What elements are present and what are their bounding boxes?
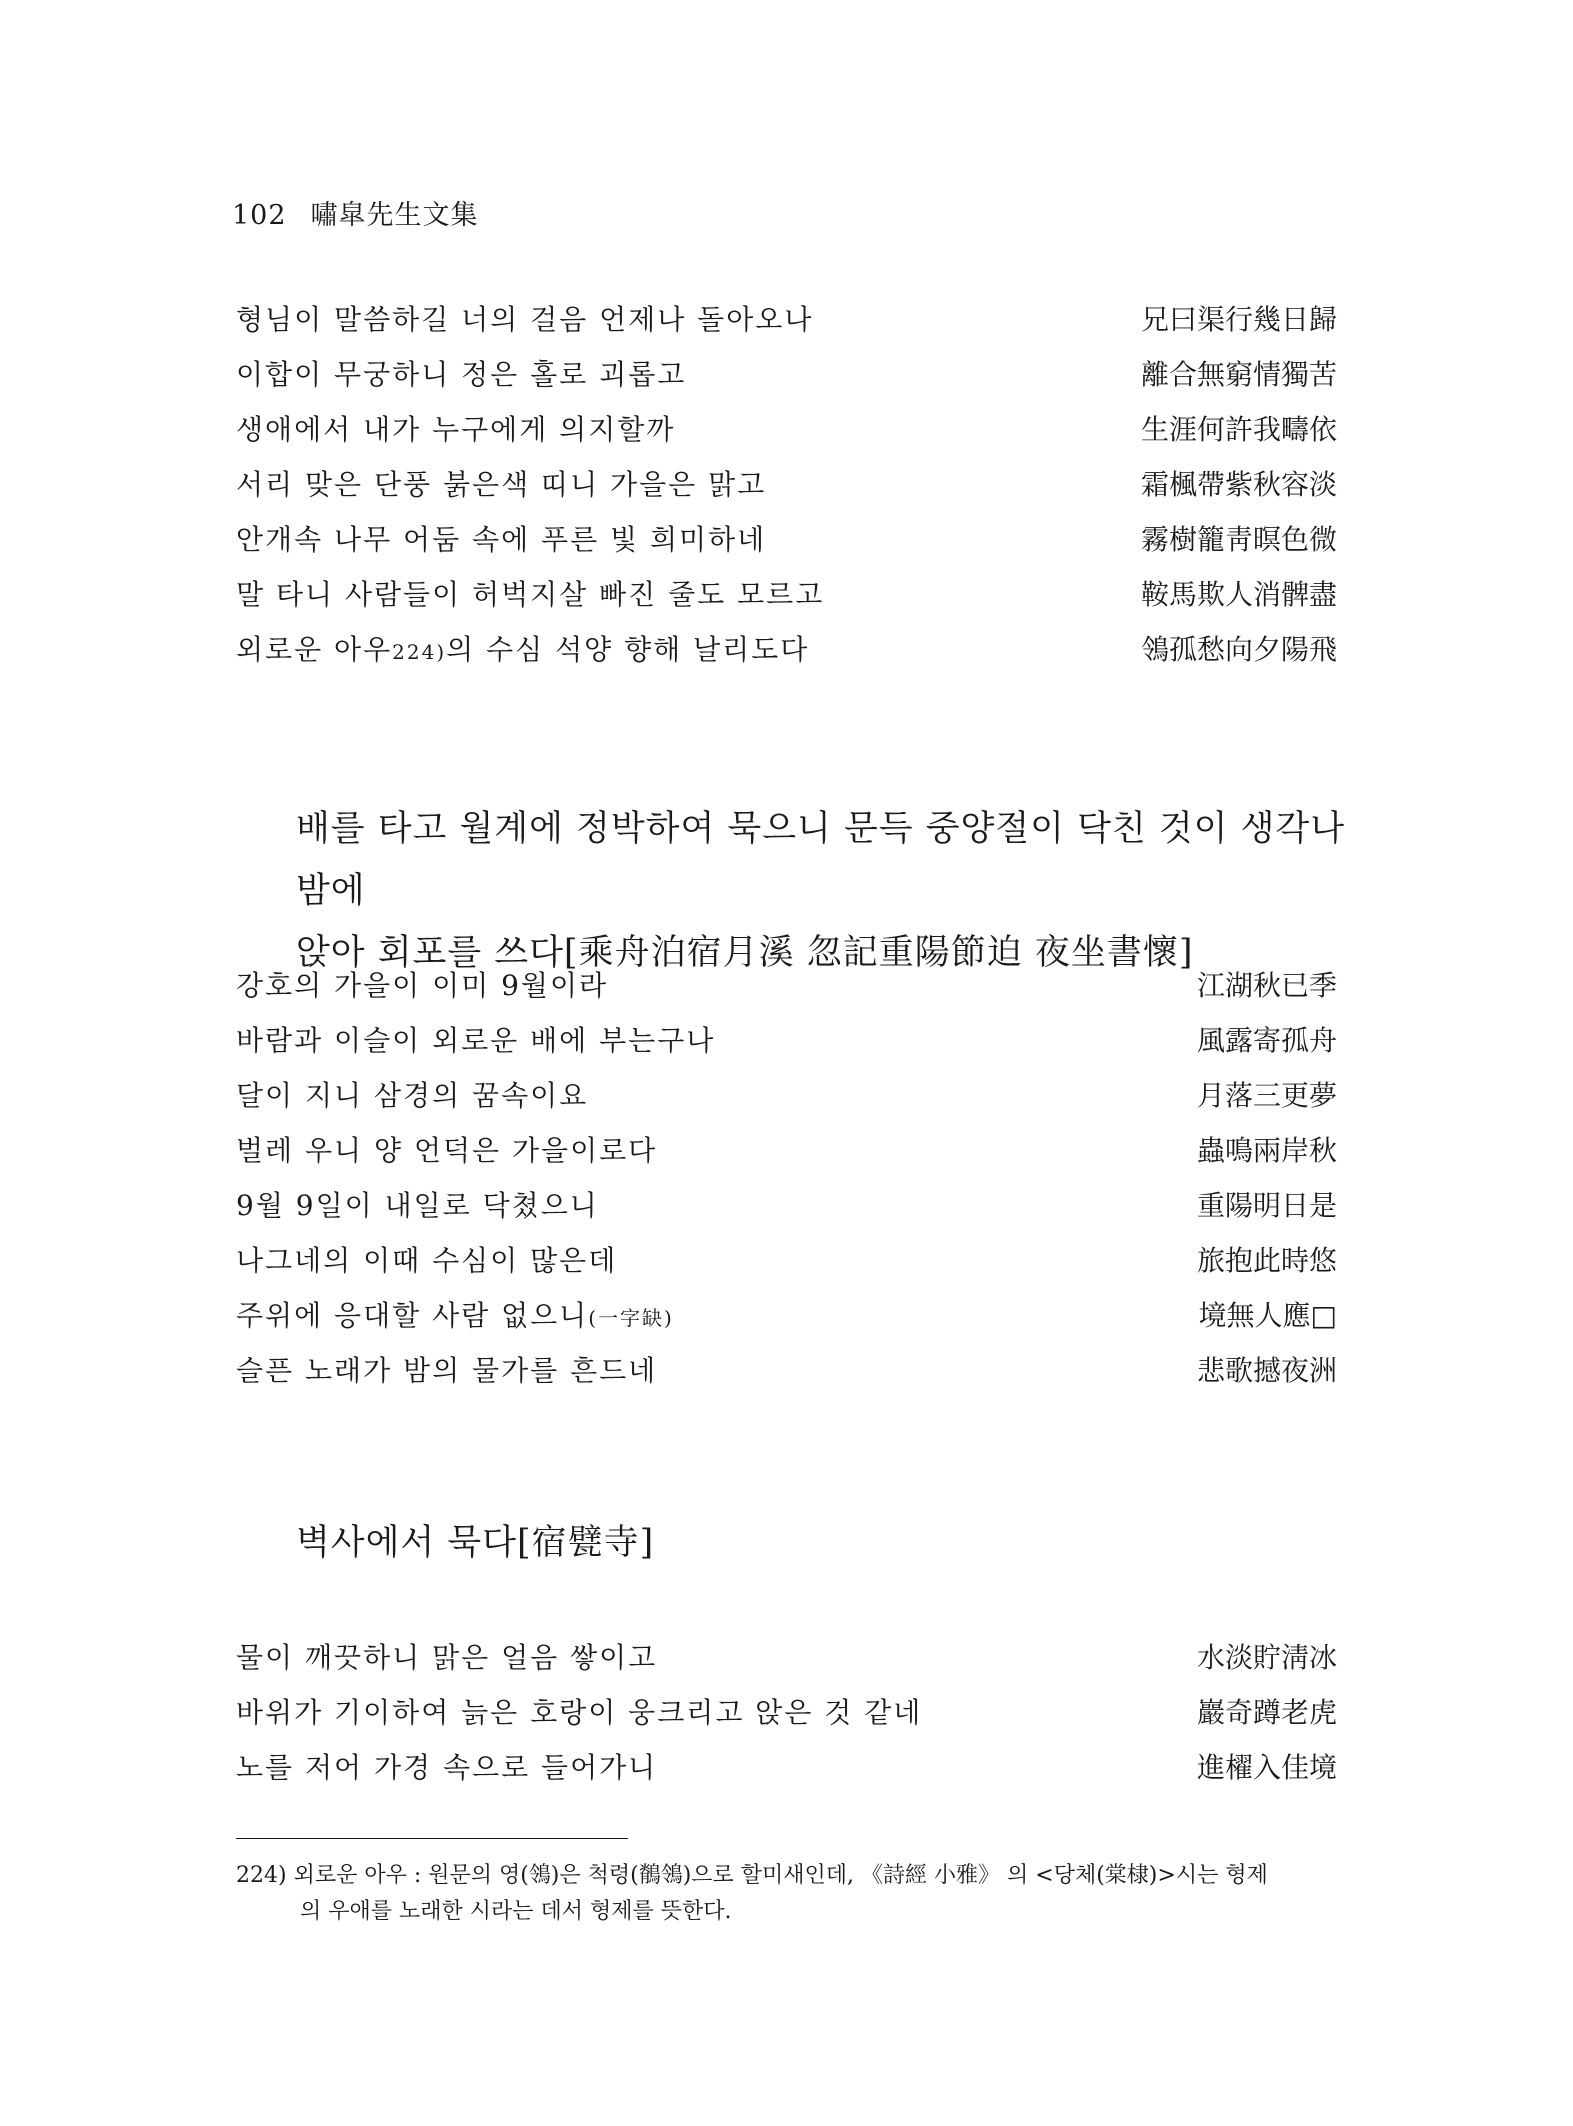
hanja-line: 月落三更夢: [1196, 1079, 1337, 1112]
running-head: [232, 193, 479, 232]
poem-line: [236, 1748, 1337, 1788]
poem-line: [236, 465, 1337, 505]
korean-line-part: 의 수심 석양 향해 날리도다: [446, 633, 810, 666]
hanja-line: 境無人應□: [1198, 1299, 1337, 1332]
korean-line: 슬픈 노래가 밤의 물가를 흔드네: [236, 1354, 658, 1387]
poem-line: [236, 1638, 1337, 1678]
poem-title: [296, 798, 1346, 984]
poem-line: [236, 410, 1337, 450]
hanja-line: 重陽明日是: [1196, 1189, 1337, 1222]
footnote-divider: [236, 1838, 628, 1839]
hanja-line: 兄曰渠行幾日歸: [1140, 303, 1337, 336]
footnote-line: 224) 외로운 아우 : 원문의 영(鴒)은 척령(鶺鴒)으로 할미새인데, 《詩經 小雅》 의 <당체(棠棣)>시는 형제: [236, 1863, 1268, 1888]
poem-line: [236, 966, 1337, 1006]
hanja-line: 鴒孤愁向夕陽飛: [1140, 633, 1337, 666]
poem-line: [236, 300, 1337, 340]
korean-line-part: 외로운 아우: [236, 633, 393, 666]
hanja-line: 巖奇蹲老虎: [1196, 1696, 1337, 1729]
korean-line: [236, 1296, 674, 1338]
poem-line: [236, 1021, 1337, 1061]
hanja-line: 蟲鳴兩岸秋: [1196, 1134, 1337, 1167]
hanja-line: 風露寄孤舟: [1196, 1024, 1337, 1057]
korean-line: 형님이 말씀하길 너의 걸음 언제나 돌아오나: [236, 303, 814, 336]
korean-line: 생애에서 내가 누구에게 의지할까: [236, 413, 676, 446]
missing-char-note: (一字缺): [588, 1306, 674, 1330]
hanja-line: 悲歌撼夜洲: [1196, 1354, 1337, 1387]
korean-line: 바람과 이슬이 외로운 배에 부는구나: [236, 1024, 716, 1057]
hanja-line: 旅抱此時悠: [1196, 1244, 1337, 1277]
hanja-line: 江湖秋已季: [1196, 969, 1337, 1002]
korean-line: 말 타니 사람들이 허벅지살 빠진 줄도 모르고: [236, 578, 825, 611]
hanja-line: 進櫂入佳境: [1196, 1751, 1337, 1784]
korean-line: 이합이 무궁하니 정은 홀로 괴롭고: [236, 358, 687, 391]
hanja-line: 離合無窮情獨苦: [1140, 358, 1337, 391]
korean-line-part: 주위에 응대할 사람 없으니: [236, 1299, 589, 1332]
poem-title-line: 배를 타고 월계에 정박하여 묵으니 문득 중양절이 닥친 것이 생각나 밤에: [296, 809, 1346, 911]
footnote: [236, 1858, 1346, 1930]
poem-line: [236, 1131, 1337, 1171]
korean-line: 안개속 나무 어둠 속에 푸른 빛 희미하네: [236, 523, 767, 556]
poem-line: [236, 1351, 1337, 1391]
poem-line: [236, 520, 1337, 560]
poem-line: [236, 1296, 1337, 1336]
korean-line: 강호의 가을이 이미 9월이라: [236, 969, 609, 1002]
poem-line: [236, 1693, 1337, 1733]
footnote-line: 의 우애를 노래한 시라는 데서 형제를 뜻한다.: [300, 1899, 732, 1924]
poem-title-line: 벽사에서 묵다[宿甓寺]: [296, 1523, 655, 1563]
hanja-line: 霜楓帶紫秋容淡: [1140, 468, 1337, 501]
korean-line: 달이 지니 삼경의 꿈속이요: [236, 1079, 589, 1112]
poem-line: [236, 1186, 1337, 1226]
korean-line: 9월 9일이 내일로 닥쳤으니: [236, 1189, 599, 1222]
poem-title: [296, 1512, 1346, 1574]
poem-line: [236, 1076, 1337, 1116]
book-title: 嘯皐先生文集: [310, 200, 479, 231]
korean-line: 나그네의 이때 수심이 많은데: [236, 1244, 618, 1277]
korean-line: 벌레 우니 양 언덕은 가을이로다: [236, 1134, 658, 1167]
korean-line: 서리 맞은 단풍 붉은색 띠니 가을은 맑고: [236, 468, 767, 501]
poem-line: [236, 575, 1337, 615]
hanja-line: 生涯何許我疇依: [1140, 413, 1337, 446]
poem-line: [236, 1241, 1337, 1281]
poem-line: [236, 355, 1337, 395]
hanja-line: 霧樹籠靑暝色微: [1140, 523, 1337, 556]
korean-line: 바위가 기이하여 늙은 호랑이 웅크리고 앉은 것 같네: [236, 1696, 923, 1729]
poem-title-line: 앉아 회포를 쓰다[乘舟泊宿月溪 忽記重陽節迫 夜坐書懷]: [296, 933, 1194, 973]
korean-line: [236, 630, 809, 672]
footnote-ref: 224): [392, 640, 447, 664]
poem-line: [236, 630, 1337, 670]
hanja-line: 鞍馬欺人消髀盡: [1140, 578, 1337, 611]
hanja-line: 水淡貯淸冰: [1196, 1641, 1337, 1674]
page-number: 102: [232, 200, 287, 231]
korean-line: 노를 저어 가경 속으로 들어가니: [236, 1751, 658, 1784]
korean-line: 물이 깨끗하니 맑은 얼음 쌓이고: [236, 1641, 658, 1674]
